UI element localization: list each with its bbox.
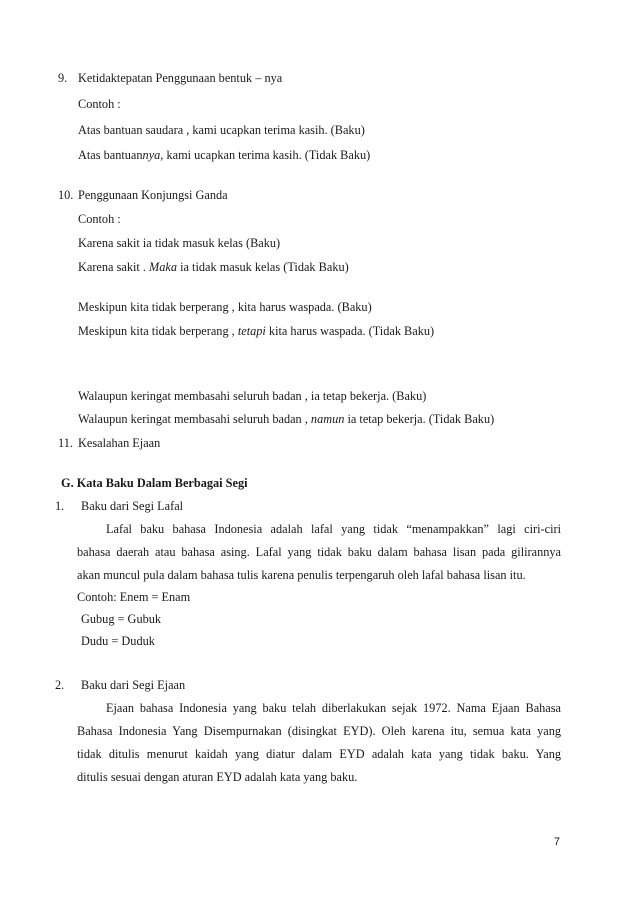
item-title: Penggunaan Konjungsi Ganda	[78, 188, 228, 202]
page-number: 7	[553, 836, 560, 848]
section-heading: G. Kata Baku Dalam Berbagai Segi	[61, 476, 248, 490]
example-line: Gubug = Gubuk	[81, 612, 162, 626]
example-line: Karena sakit . Maka ia tidak masuk kelas (Tidak Baku)	[78, 260, 349, 274]
paragraph-line: tidak ditulis menurut kaidah yang diatur dalam EYD adalah kata yang tidak baku. Yang	[77, 747, 561, 761]
subsection-number: 2.	[55, 678, 65, 692]
example-line: Meskipun kita tidak berperang , kita harus waspada. (Baku)	[78, 300, 372, 314]
example-line: Contoh: Enem = Enam	[77, 590, 191, 604]
example-line: Walaupun keringat membasahi seluruh badan , namun ia tetap bekerja. (Tidak Baku)	[78, 412, 495, 426]
item-title: Kesalahan Ejaan	[78, 436, 161, 450]
paragraph-line: bahasa daerah atau bahasa asing. Lafal yang tidak baku dalam bahasa lisan pada gilirannya	[77, 545, 561, 559]
example-line: Meskipun kita tidak berperang , tetapi kita harus waspada. (Tidak Baku)	[78, 324, 435, 338]
paragraph-line: akan muncul pula dalam bahasa tulis karena penulis terpengaruh oleh lafal bahasa lisan itu.	[77, 568, 526, 582]
example-line: Atas bantuan saudara , kami ucapkan terima kasih. (Baku)	[78, 123, 365, 137]
example-line: Karena sakit ia tidak masuk kelas (Baku)	[78, 236, 281, 250]
example-label: Contoh :	[78, 97, 121, 111]
subsection-title: Baku dari Segi Lafal	[81, 499, 184, 513]
subsection-title: Baku dari Segi Ejaan	[81, 678, 186, 692]
item-number: 9.	[58, 71, 68, 85]
paragraph-line: Lafal baku bahasa Indonesia adalah lafal yang tidak “menampakkan” lagi ciri-ciri	[106, 522, 561, 536]
example-line: Atas bantuannya, kami ucapkan terima kasih. (Tidak Baku)	[78, 148, 371, 162]
item-number: 11.	[58, 436, 73, 450]
subsection-number: 1.	[55, 499, 65, 513]
example-line: Dudu = Duduk	[81, 634, 155, 648]
paragraph-line: Bahasa Indonesia Yang Disempurnakan (disingkat EYD). Oleh karena itu, semua kata yang	[77, 724, 561, 738]
item-number: 10.	[58, 188, 74, 202]
paragraph-line: Ejaan bahasa Indonesia yang baku telah diberlakukan sejak 1972. Nama Ejaan Bahasa	[106, 701, 561, 715]
item-title: Ketidaktepatan Penggunaan bentuk – nya	[78, 71, 283, 85]
paragraph-line: ditulis sesuai dengan aturan EYD adalah kata yang baku.	[77, 770, 358, 784]
example-line: Walaupun keringat membasahi seluruh badan , ia tetap bekerja. (Baku)	[78, 389, 427, 403]
example-label: Contoh :	[78, 212, 121, 226]
